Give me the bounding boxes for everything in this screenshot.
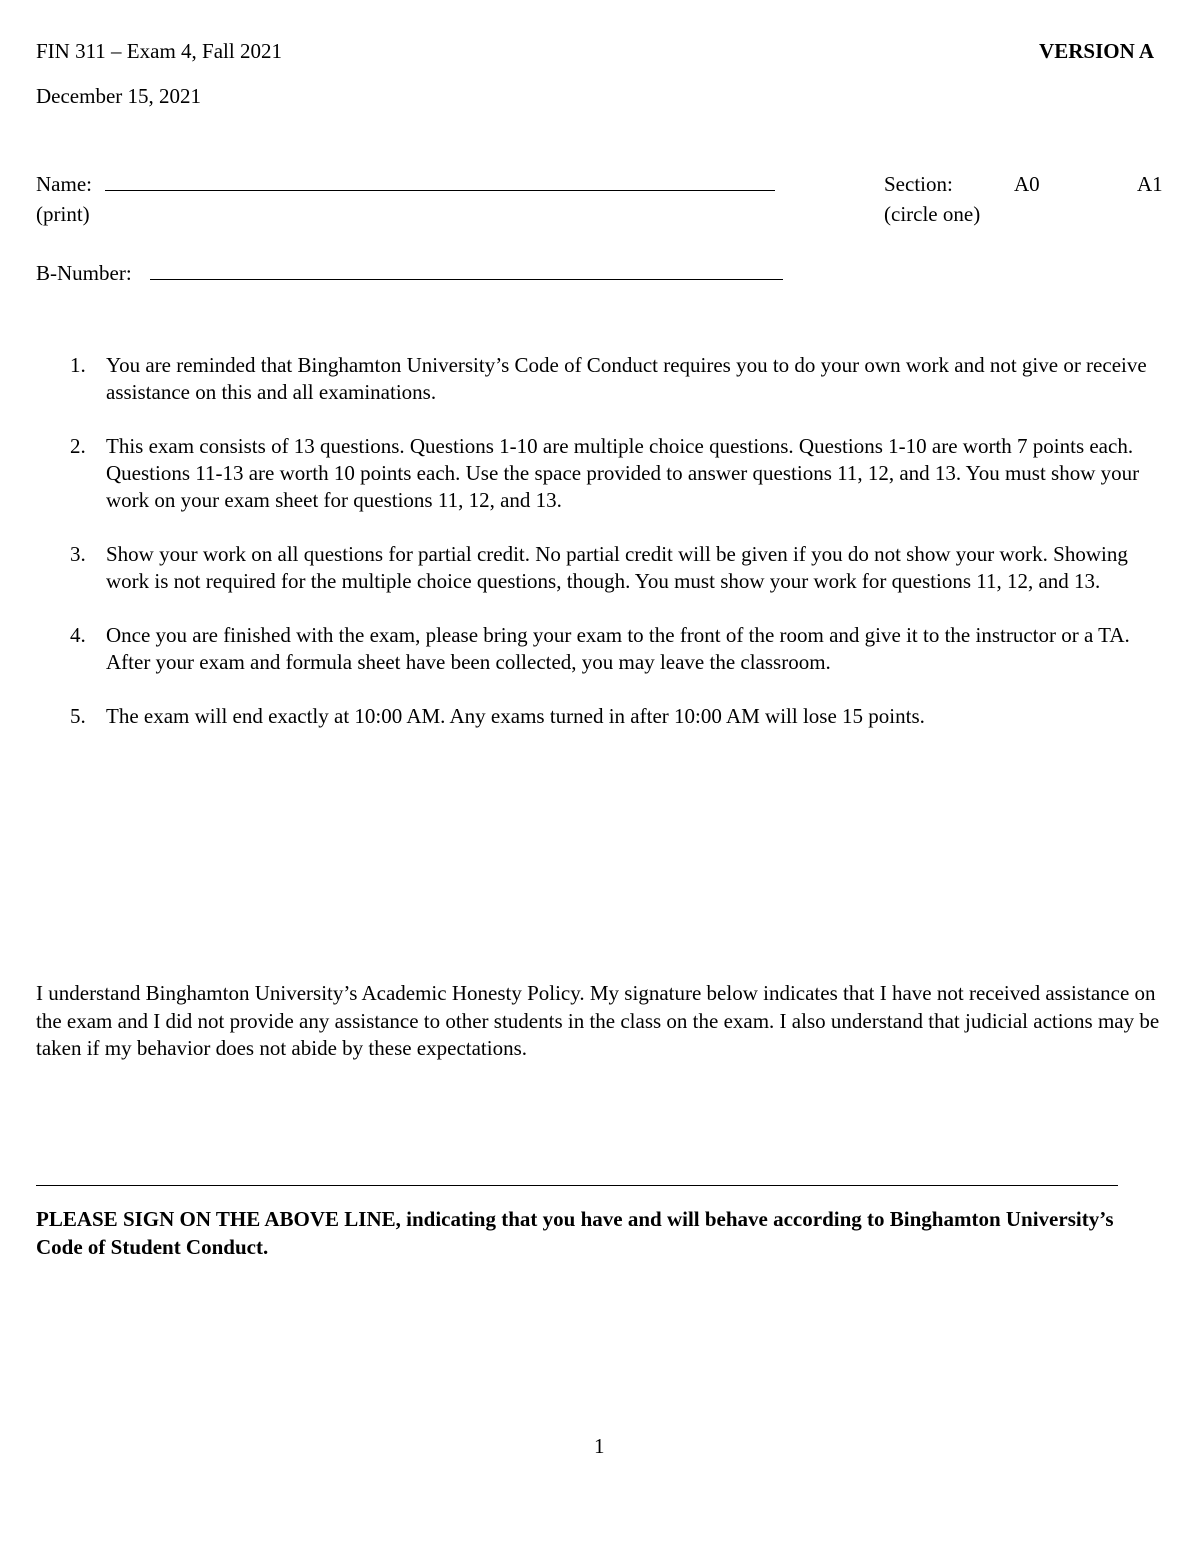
instruction-item (70, 352, 1165, 406)
instruction-text: You are reminded that Binghamton University’s Code of Conduct requires you to do your own work and not give or receive assistance on this and all examinations. (106, 353, 1147, 404)
bnumber-input-line[interactable] (150, 279, 783, 280)
instruction-item (70, 622, 1165, 676)
section-label: Section: (884, 172, 953, 196)
page-number: 1 (594, 1434, 605, 1458)
section-option-a1[interactable]: A1 (1137, 172, 1163, 196)
section-option-a0[interactable]: A0 (1014, 172, 1040, 196)
name-hint: (print) (36, 202, 90, 226)
instruction-item (70, 433, 1165, 514)
course-title: FIN 311 – Exam 4, Fall 2021 (36, 39, 282, 63)
instruction-number: 1. (70, 353, 86, 377)
instructions-list (70, 352, 1165, 757)
instruction-number: 2. (70, 434, 86, 458)
instruction-number: 5. (70, 704, 86, 728)
instruction-number: 3. (70, 542, 86, 566)
instruction-text: The exam will end exactly at 10:00 AM. Any exams turned in after 10:00 AM will lose 15 points. (106, 704, 925, 728)
exam-date: December 15, 2021 (36, 84, 202, 108)
instruction-number: 4. (70, 623, 86, 647)
instruction-item (70, 541, 1165, 595)
name-label: Name: (36, 172, 92, 196)
bnumber-label: B-Number: (36, 261, 132, 285)
name-input-line[interactable] (105, 190, 775, 191)
honesty-statement: I understand Binghamton University’s Academic Honesty Policy. My signature below indicates that I have not received assistance on the exam and I did not provide any assistance to other students in the class on the exam. I also understand that judicial actions may be taken if my behavior does not abide by these expectations. (36, 981, 1160, 1060)
instruction-text: Once you are finished with the exam, please bring your exam to the front of the room and give it to the instructor or a TA. After your exam and formula sheet have been collected, you may leave the classroom. (106, 623, 1130, 674)
signature-line[interactable] (36, 1185, 1118, 1186)
instruction-item (70, 703, 1165, 730)
instruction-text: Show your work on all questions for partial credit. No partial credit will be given if you do not show your work. Showing work is not required for the multiple choice questions, though. You must show your work for questions 11, 12, and 13. (106, 542, 1128, 593)
version-label: VERSION A (1039, 39, 1154, 63)
instruction-text: This exam consists of 13 questions. Questions 1-10 are multiple choice questions. Questions 1-10 are worth 7 points each. Questions 11-13 are worth 10 points each. Use the space provided to answer questions 11, 12, and 13. You must show your work on your exam sheet for questions 11, 12, and 13. (106, 434, 1140, 512)
section-hint: (circle one) (884, 202, 981, 226)
signature-instruction: PLEASE SIGN ON THE ABOVE LINE, indicating that you have and will behave according to Binghamton University’s Code of Student Conduct. (36, 1207, 1114, 1259)
